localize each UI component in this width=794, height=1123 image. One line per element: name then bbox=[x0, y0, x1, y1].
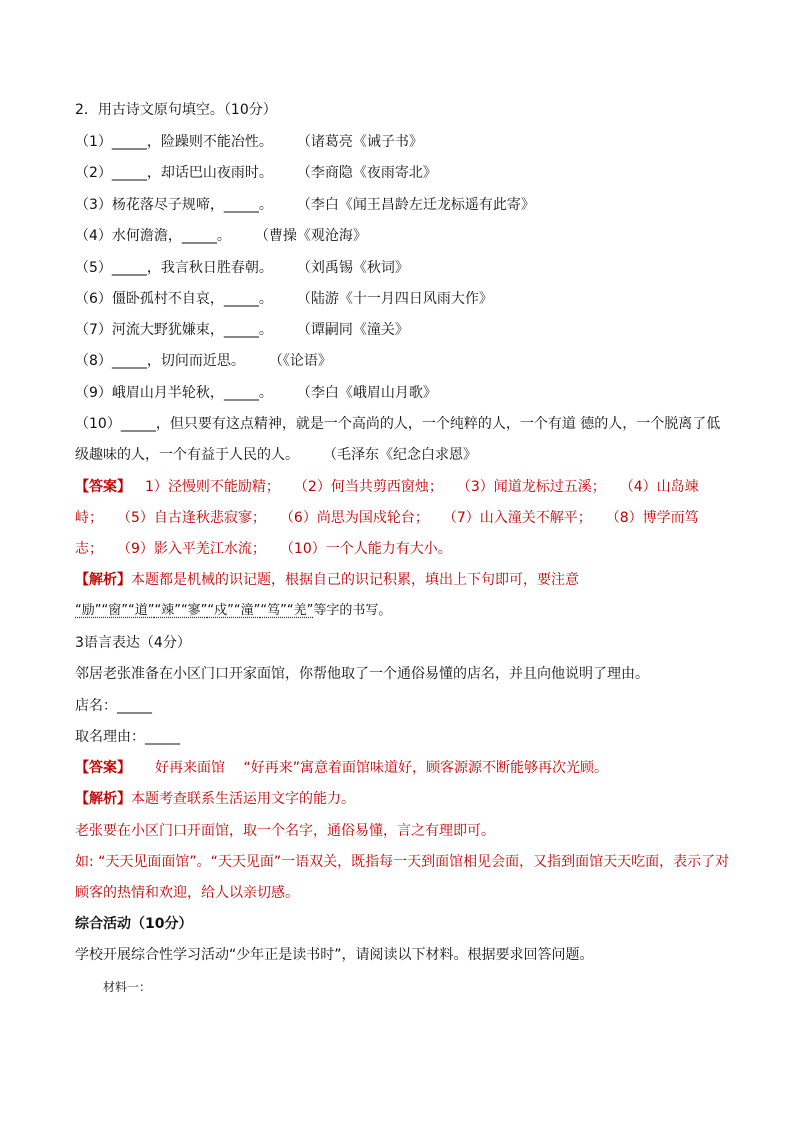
fill-item-5: （5）_____，我言秋日胜春朝。 （刘禹锡《秋词》 bbox=[75, 260, 409, 276]
fill-item-8: （8）_____，切问而近思。 （《论语》 bbox=[75, 353, 332, 369]
reason-blank: 取名理由：_____ bbox=[75, 729, 180, 745]
fill-item-10-line-1: （10）_____，但只要有这点精神，就是一个高尚的人，一个纯粹的人，一个有道 德的人，一个脱离了低 bbox=[75, 416, 721, 432]
question-3-prompt: 邻居老张准备在小区门口开家面馆，你帮他取了一个通俗易懂的店名，并且向他说明了理由。 bbox=[75, 666, 649, 682]
analysis-label: 【解析】 bbox=[75, 572, 131, 588]
answer-label: 【答案】 bbox=[75, 479, 131, 495]
q3-analysis-line-3: 如: “天天见面面馆”。“天天见面”一语双关，既指每一天到面馆相见会面，又指到面馆天天吃面，表示了对 bbox=[75, 854, 730, 870]
fill-item-4: （4）水何澹澹，_____。 （曹操《观沧海》 bbox=[75, 228, 367, 244]
fill-item-1: （1）_____，险躁则不能冶性。 （诸葛亮《诫子书》 bbox=[75, 134, 423, 150]
material-one-label: 材料一： bbox=[103, 980, 152, 994]
q2-answer-line-2: 峙； （5）自古逢秋悲寂寥； （6）尚思为国戍轮台； （7）山入潼关不解平； （8）博学而笃 bbox=[75, 510, 699, 526]
q2-analysis-line-1: 【解析】本题都是机械的识记题，根据自己的识记积累，填出上下句即可，要注意 bbox=[75, 572, 579, 588]
fill-item-9: （9）峨眉山月半轮秋，_____。 （李白《峨眉山月歌》 bbox=[75, 385, 437, 401]
fill-item-10-line-2: 级趣味的人，一个有益于人民的人。 （毛泽东《纪念白求恩》 bbox=[75, 447, 477, 463]
q3-analysis-line-2: 老张要在小区门口开面馆，取一个名字，通俗易懂，言之有理即可。 bbox=[75, 823, 495, 839]
fill-item-6: （6）僵卧孤村不自哀，_____。 （陆游《十一月四日风雨大作》 bbox=[75, 291, 493, 307]
shop-name-blank: 店名：_____ bbox=[75, 698, 152, 714]
analysis-label: 【解析】 bbox=[75, 791, 131, 807]
answer-label: 【答案】 bbox=[75, 760, 131, 776]
q2-answer-line-3: 志； （9）影入平羌江水流； （10）一个人能力有大小。 bbox=[75, 541, 452, 557]
q3-analysis-line-4: 顾客的热情和欢迎，给人以亲切感。 bbox=[75, 885, 299, 901]
activity-title: 综合活动（10分） bbox=[75, 916, 193, 932]
q2-analysis-line-2: “励”“窗”“道”“竦”“寥”“戍”“潼”“笃”“羌”等字的书写。 bbox=[75, 603, 392, 618]
fill-item-7: （7）河流大野犹嫌束，_____。 （谭嗣同《潼关》 bbox=[75, 322, 409, 338]
q2-answer-line-1: 【答案】 1）泾慢则不能励精； （2）何当共剪西窗烛； （3）闻道龙标过五溪； （4）山岛竦 bbox=[75, 479, 699, 495]
fill-item-3: （3）杨花落尽子规啼，_____。 （李白《闻王昌龄左迁龙标遥有此寄》 bbox=[75, 197, 535, 213]
question-3-title: 3语言表达（4分） bbox=[75, 635, 191, 651]
question-2-title: 2．用古诗文原句填空。（10分） bbox=[75, 102, 277, 118]
activity-intro: 学校开展综合性学习活动“少年正是读书时”，请阅读以下材料。根据要求回答问题。 bbox=[75, 947, 594, 963]
fill-item-2: （2）_____，却话巴山夜雨时。 （李商隐《夜雨寄北》 bbox=[75, 165, 437, 181]
q3-analysis: 【解析】本题考查联系生活运用文字的能力。 bbox=[75, 791, 355, 807]
q3-answer: 【答案】 好再来面馆 “好再来”寓意着面馆味道好，顾客源源不断能够再次光顾。 bbox=[75, 760, 608, 776]
